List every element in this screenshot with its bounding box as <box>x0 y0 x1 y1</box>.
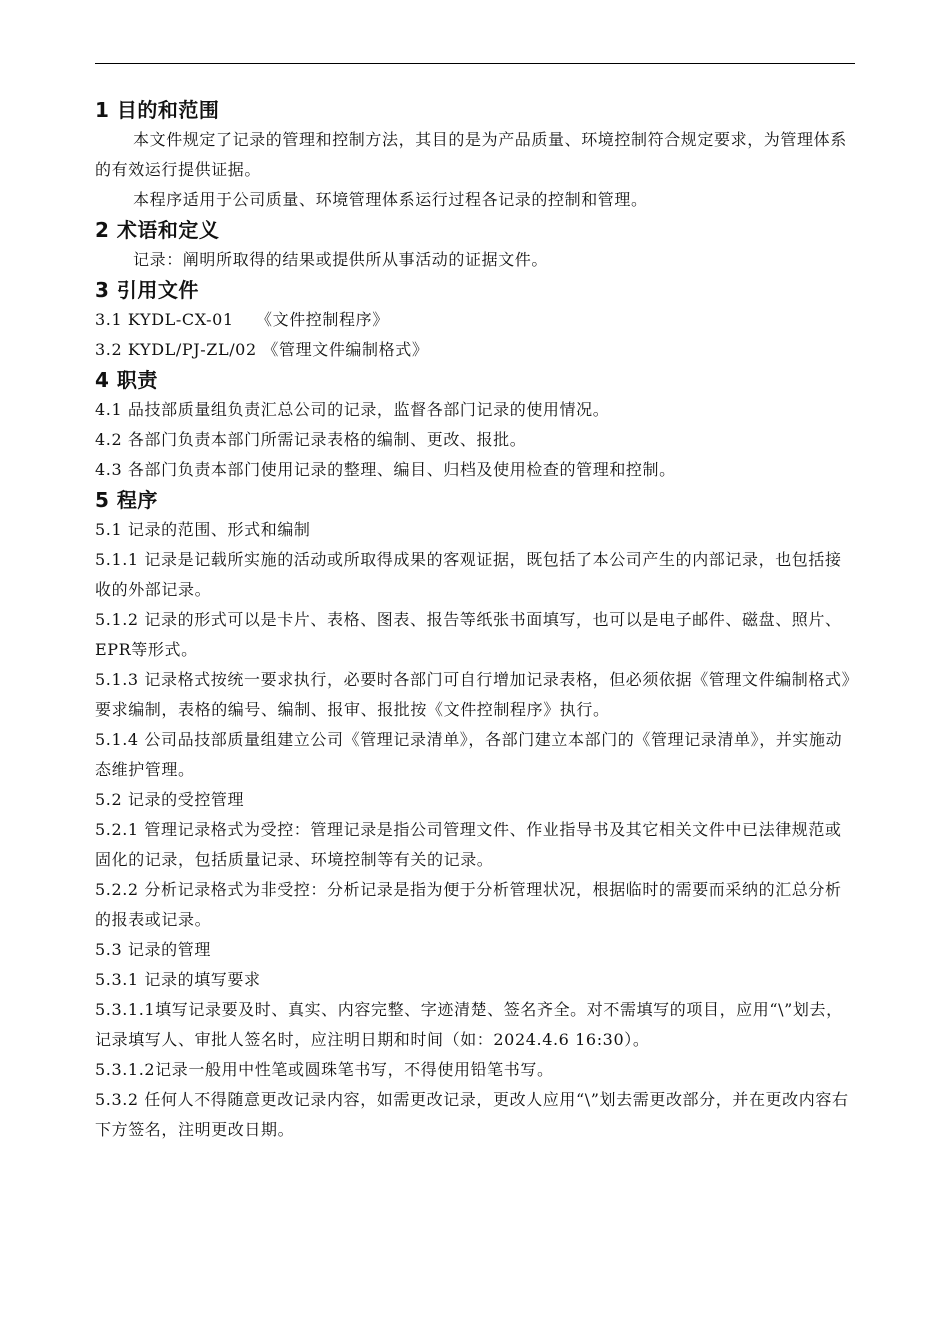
procedure-item: 5.1.4 公司品技部质量组建立公司《管理记录清单》，各部门建立本部门的《管理记录清单》，并实施动态维护管理。 <box>95 730 843 779</box>
reference-item: 3.1 KYDL-CX-01 《文件控制程序》 <box>95 310 389 329</box>
responsibility-item: 4.3 各部门负责本部门使用记录的整理、编目、归档及使用检查的管理和控制。 <box>95 460 676 479</box>
procedure-item: 5.1.3 记录格式按统一要求执行，必要时各部门可自行增加记录表格，但必须依据《管理文件编制格式》要求编制，表格的编号、编制、报审、报批按《文件控制程序》执行。 <box>95 670 851 719</box>
procedure-item: 5.3.1.1填写记录要及时、真实、内容完整、字迹清楚、签名齐全。对不需填写的项目，应用“\”划去，记录填写人、审批人签名时，应注明日期和时间（如：2024.4.6 16:30）。 <box>95 1000 843 1049</box>
procedure-item: 5.3 记录的管理 <box>95 940 211 959</box>
responsibility-item: 4.1 品技部质量组负责汇总公司的记录，监督各部门记录的使用情况。 <box>95 400 610 419</box>
responsibility-item: 4.2 各部门负责本部门所需记录表格的编制、更改、报批。 <box>95 430 527 449</box>
purpose-paragraph: 本文件规定了记录的管理和控制方法，其目的是为产品质量、环境控制符合规定要求，为管理体系的有效运行提供证据。 <box>95 130 847 179</box>
procedure-item: 5.3.2 任何人不得随意更改记录内容，如需更改记录，更改人应用“\”划去需更改部分，并在更改内容右下方签名，注明更改日期。 <box>95 1090 849 1139</box>
procedure-item: 5.1.1 记录是记载所实施的活动或所取得成果的客观证据，既包括了本公司产生的内部记录，也包括接收的外部记录。 <box>95 550 842 599</box>
procedure-item: 5.1 记录的范围、形式和编制 <box>95 520 311 539</box>
header-rule <box>95 63 855 64</box>
section-heading-procedure: 5 程序 <box>95 488 158 512</box>
procedure-item: 5.3.1 记录的填写要求 <box>95 970 261 989</box>
section-heading-purpose: 1 目的和范围 <box>95 98 220 122</box>
terms-paragraph: 记录：阐明所取得的结果或提供所从事活动的证据文件。 <box>133 250 549 269</box>
scope-paragraph: 本程序适用于公司质量、环境管理体系运行过程各记录的控制和管理。 <box>133 190 648 209</box>
procedure-item: 5.2.2 分析记录格式为非受控：分析记录是指为便于分析管理状况，根据临时的需要而采纳的汇总分析的报表或记录。 <box>95 880 842 929</box>
section-heading-responsibilities: 4 职责 <box>95 368 158 392</box>
procedure-item: 5.2 记录的受控管理 <box>95 790 245 809</box>
document-body <box>95 95 857 1145</box>
procedure-item: 5.3.1.2记录一般用中性笔或圆珠笔书写，不得使用铅笔书写。 <box>95 1060 554 1079</box>
procedure-item: 5.1.2 记录的形式可以是卡片、表格、图表、报告等纸张书面填写，也可以是电子邮件、磁盘、照片、EPR等形式。 <box>95 610 842 659</box>
procedure-item: 5.2.1 管理记录格式为受控：管理记录是指公司管理文件、作业指导书及其它相关文件中已法律规范或固化的记录，包括质量记录、环境控制等有关的记录。 <box>95 820 842 869</box>
section-heading-terms: 2 术语和定义 <box>95 218 220 242</box>
reference-item: 3.2 KYDL/PJ-ZL/02 《管理文件编制格式》 <box>95 340 429 359</box>
section-heading-references: 3 引用文件 <box>95 278 199 302</box>
